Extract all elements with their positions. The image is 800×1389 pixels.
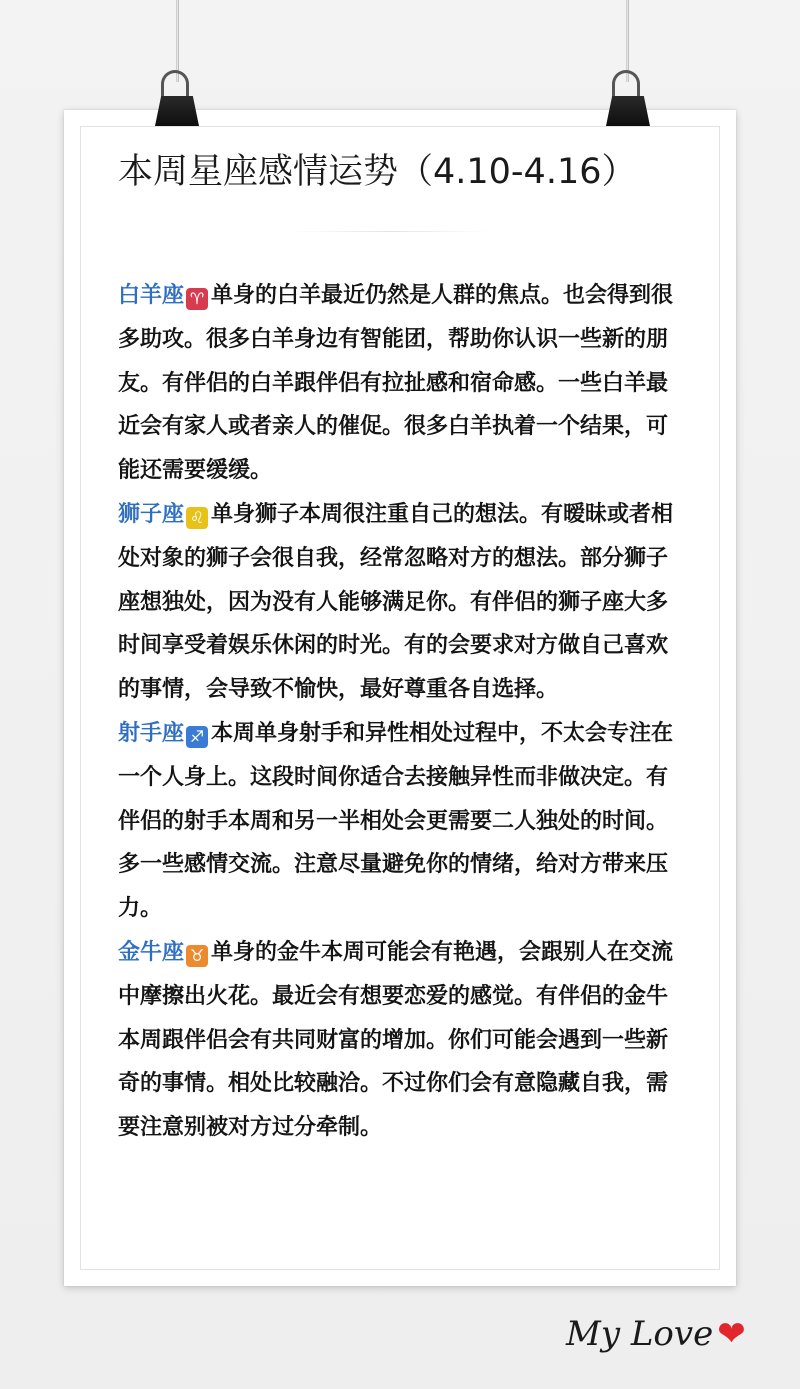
entry-text: 本周单身射手和异性相处过程中，不太会专注在一个人身上。这段时间你适合去接触异性而非做决定。有伴侣的射手本周和另一半相处会更需要二人独处的时间。多一些感情交流。注意尽量避免你的情绪，给对方带来压力。 (118, 720, 674, 922)
signature-text: My Love (566, 1314, 714, 1354)
entry-text: 单身狮子本周很注重自己的想法。有暧昧或者相处对象的狮子会很自我，经常忽略对方的想法。部分狮子座想独处，因为没有人能够满足你。有伴侣的狮子座大多时间享受着娱乐休闲的时光。有的会要求对方做自己喜欢的事情，会导致不愉快，最好尊重各自选择。 (118, 501, 674, 703)
entry-text: 单身的白羊最近仍然是人群的焦点。也会得到很多助攻。很多白羊身边有智能团，帮助你认识一些新的朋友。有伴侣的白羊跟伴侣有拉扯感和宿命感。一些白羊最近会有家人或者亲人的催促。很多白羊执着一个结果，可能还需要缓缓。 (118, 283, 674, 484)
binder-clip-left-icon (155, 70, 199, 130)
horoscope-entry-leo (118, 493, 684, 712)
taurus-icon: ♉ (186, 945, 208, 967)
horoscope-entry-sagittarius (118, 712, 684, 931)
sign-name: 射手座 (118, 720, 185, 746)
horoscope-entry-aries (118, 274, 684, 493)
horoscope-content (118, 274, 684, 1150)
entry-text: 单身的金牛本周可能会有艳遇，会跟别人在交流中摩擦出火花。最近会有想要恋爱的感觉。有伴侣的金牛本周跟伴侣会有共同财富的增加。你们可能会遇到一些新奇的事情。相处比较融洽。不过你们会有意隐藏自我，需要注意别被对方过分牵制。 (118, 939, 674, 1141)
leo-icon: ♌ (186, 507, 208, 529)
signature (566, 1314, 746, 1354)
aries-icon: ♈ (186, 288, 208, 310)
sign-name: 狮子座 (118, 501, 185, 527)
title-divider (290, 231, 490, 232)
horoscope-entry-taurus (118, 931, 684, 1150)
sign-name: 白羊座 (118, 283, 185, 308)
heart-icon: ❤ (717, 1314, 746, 1354)
sagittarius-icon: ♐ (186, 726, 208, 748)
page-title: 本周星座感情运势（4.10-4.16） (118, 152, 637, 192)
binder-clip-right-icon (606, 70, 650, 130)
sign-name: 金牛座 (118, 939, 185, 965)
